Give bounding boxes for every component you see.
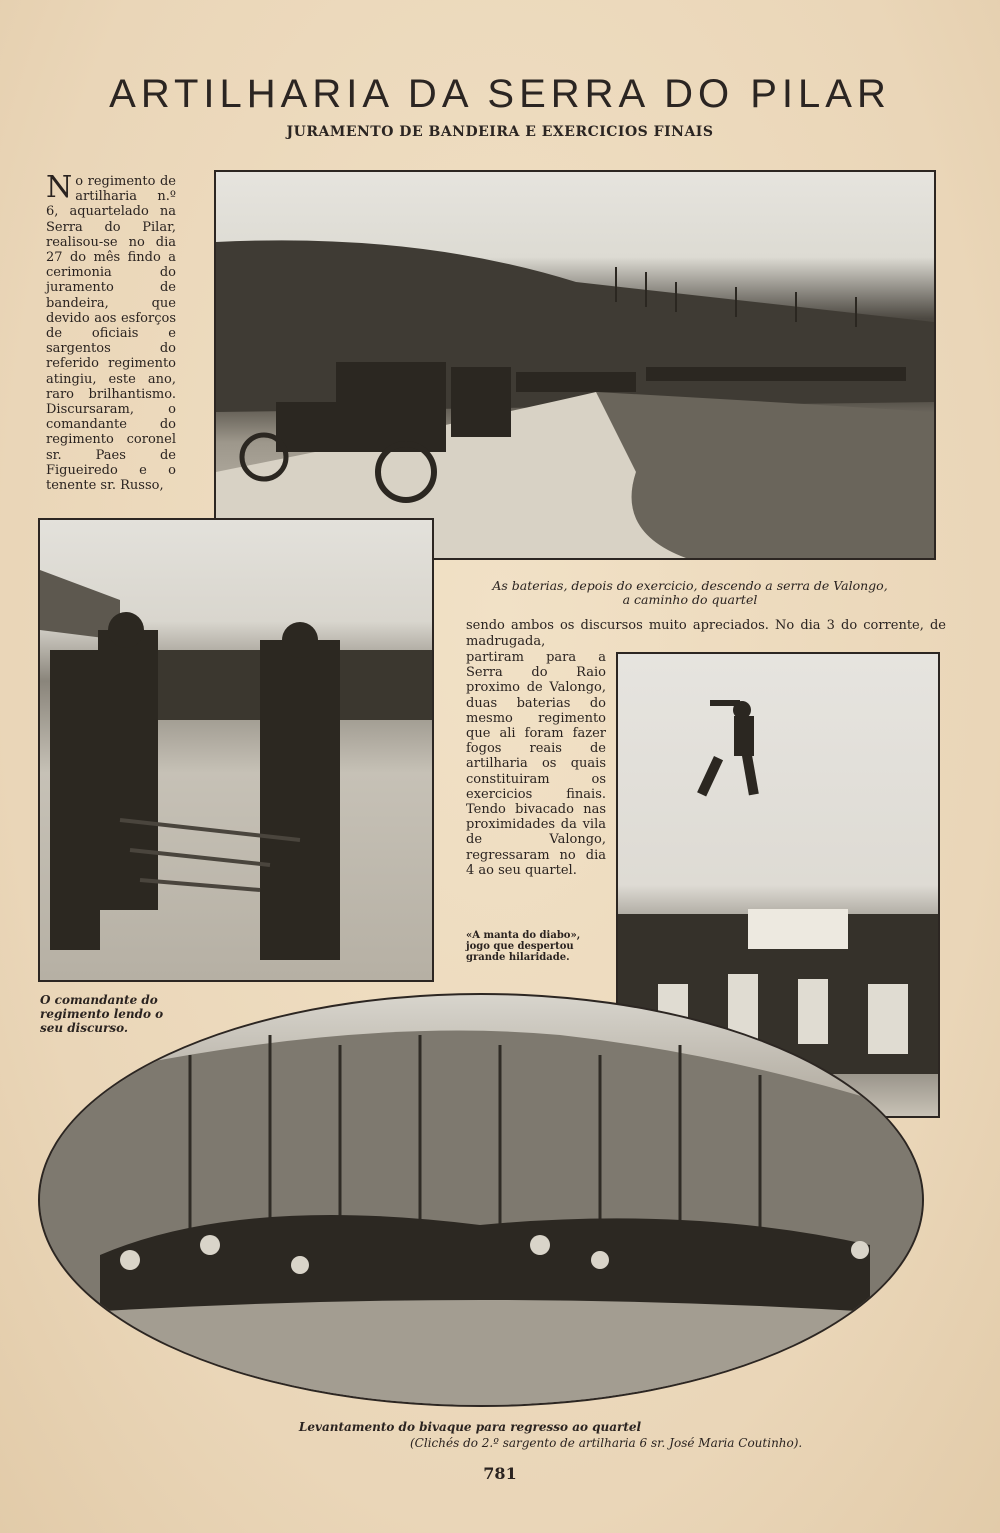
caption-batteries-line1: As baterias, depois do exercicio, descendo a serra de Valongo, <box>492 578 888 593</box>
photo-credit: (Clichés do 2.º sargento de artilharia 6 sr. José Maria Coutinho). <box>410 1436 803 1450</box>
article-text-column-2: partiram para a Serra do Raio proximo de Valongo, duas baterias do mesmo regimento que ali foram fazer fogos reais de artilharia os quais constituiram os exercicios finais. Tendo bivacado nas proximidades da vila de Valongo, regressaram no dia 4 ao seu quartel. <box>466 650 606 878</box>
article-text-column-2-first: sendo ambos os discursos muito apreciados. No dia 3 do corrente, de madrugada, <box>466 618 946 649</box>
photo-bivouac-oval <box>38 993 924 1407</box>
caption-batteries-line2: a caminho do quartel <box>622 592 758 607</box>
article-subtitle: JURAMENTO DE BANDEIRA E EXERCICIOS FINAIS <box>286 124 714 140</box>
caption-bivouac: Levantamento do bivaque para regresso ao quartel <box>298 1420 642 1434</box>
photo-batteries-descending <box>214 170 936 560</box>
article-title: ARTILHARIA DA SERRA DO PILAR <box>109 72 891 116</box>
caption-commander: O comandante do regimento lendo o seu discurso. <box>40 993 164 1035</box>
caption-batteries <box>440 579 940 607</box>
drop-cap: N <box>46 170 73 205</box>
article-paragraph-1: o regimento de artilharia n.º 6, aquartelado na Serra do Pilar, realisou-se no dia 27 do mês findo a cerimonia do juramento de bandeira, que devido aos esforços de oficiais e sargentos do referido regimento atingiu, este ano, raro brilhantismo. Discursaram, o comandante do regimento coronel sr. Paes de Figueiredo e o tenente sr. Russo, <box>46 174 176 494</box>
photo-commander-reading <box>38 518 434 982</box>
caption-manta: «A manta do diabo», jogo que despertou grande hilaridade. <box>466 930 581 963</box>
article-text-column-1 <box>46 170 176 494</box>
page-number: 781 <box>483 1464 517 1483</box>
